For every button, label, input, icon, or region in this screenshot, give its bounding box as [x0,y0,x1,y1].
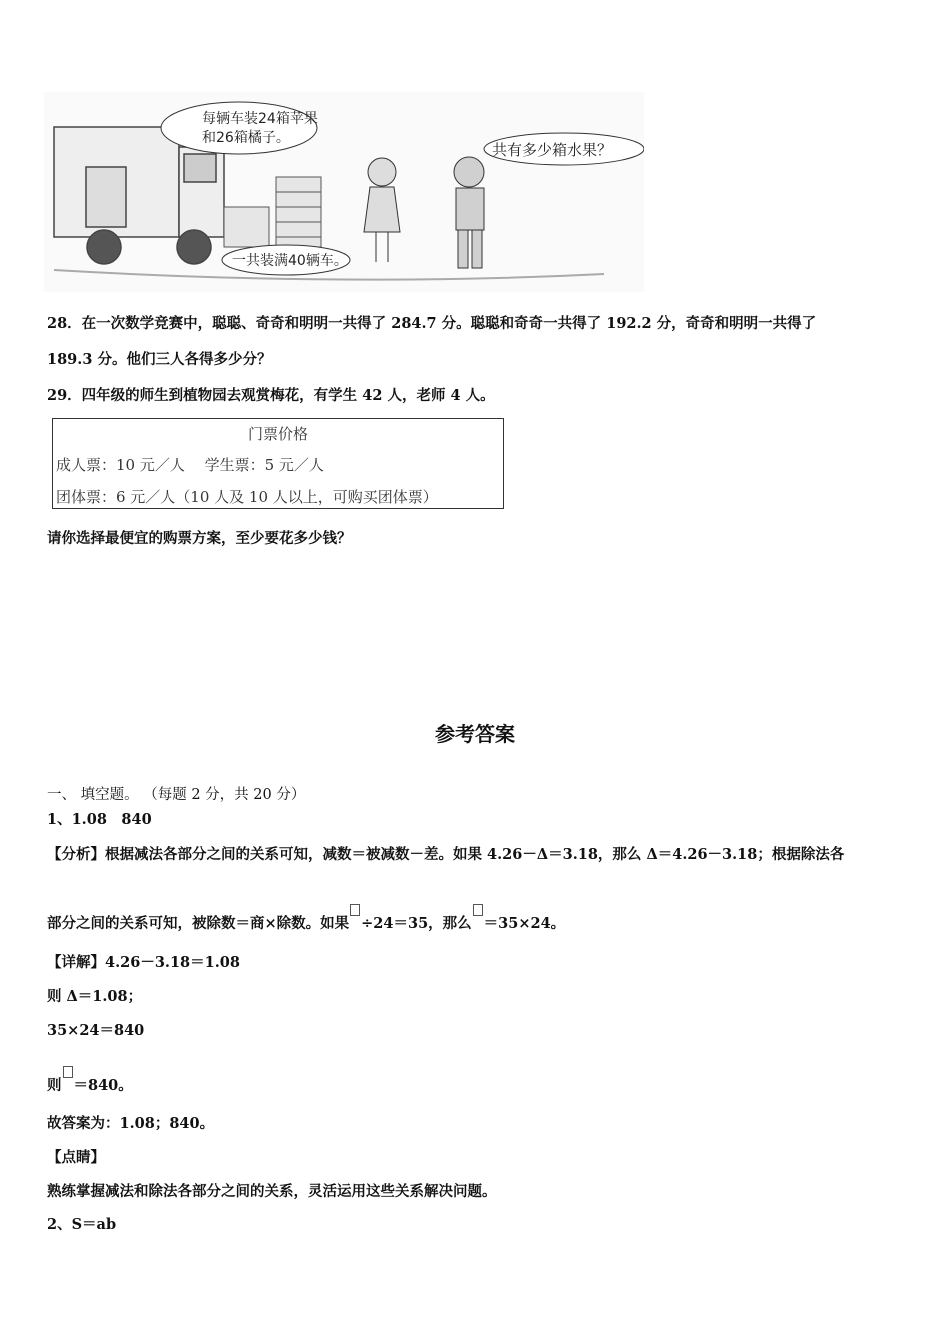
ticket-row-group: 团体票：6 元／人（10 人及 10 人以上，可购买团体票） [56,488,438,506]
bubble-truck-line2: 和26箱橘子。 [202,130,290,146]
placeholder-box [350,904,360,916]
q28-line2: 189.3 分。他们三人各得多少分？ [47,351,272,368]
ticket-price-table [52,418,504,509]
bubble-boy-text: 共有多少箱水果？ [492,141,613,159]
analysis-line2-c: ＝35×24。 [483,915,566,932]
detail-line: 【详解】4.26－3.18＝1.08 [47,954,240,971]
analysis-line2-a: 部分之间的关系可知，被除数＝商×除数。如果 [47,915,350,932]
answer-1: 1、1.08 840 [47,811,152,828]
answer-2: 2、S＝ab [47,1216,117,1233]
analysis-line2-b: ÷24＝35，那么 [361,915,472,932]
q28-line1: 28．在一次数学竞赛中，聪聪、奇奇和明明一共得了 284.7 分。聪聪和奇奇一共得了 192.2 分，奇奇和明明一共得了 [47,315,817,332]
step-3-a: 则 [47,1077,62,1094]
word-problem-illustration [44,92,644,292]
step-3-b: ＝840。 [73,1077,133,1094]
q29-text: 29．四年级的师生到植物园去观赏梅花，有学生 42 人，老师 4 人。 [47,387,495,404]
analysis-line1: 【分析】根据减法各部分之间的关系可知，减数＝被减数－差。如果 4.26－Δ＝3.18，那么 Δ＝4.26－3.18；根据除法各 [47,846,845,863]
analysis-line2 [47,904,565,933]
step-1: 则 Δ＝1.08； [47,988,143,1005]
step-3 [47,1066,133,1095]
bubble-truck-line1: 每辆车装24箱苹果 [202,111,318,127]
q29-question: 请你选择最便宜的购票方案，至少要花多少钱？ [47,530,352,547]
bubble-girl-text: 一共装满40辆车。 [232,253,348,269]
placeholder-box [63,1066,73,1078]
answers-heading: 参考答案 [435,722,515,746]
ticket-row-adult-student: 成人票：10 元／人 学生票：5 元／人 [56,456,324,474]
placeholder-box [473,904,483,916]
section-1-title: 一、 填空题。 （每题 2 分，共 20 分） [47,787,306,803]
ticket-table-title: 门票价格 [247,425,308,443]
point-text: 熟练掌握减法和除法各部分之间的关系，灵活运用这些关系解决问题。 [47,1183,497,1200]
final-answer: 故答案为：1.08；840。 [47,1115,215,1132]
point-label: 【点睛】 [47,1149,105,1166]
step-2: 35×24＝840 [47,1022,145,1039]
